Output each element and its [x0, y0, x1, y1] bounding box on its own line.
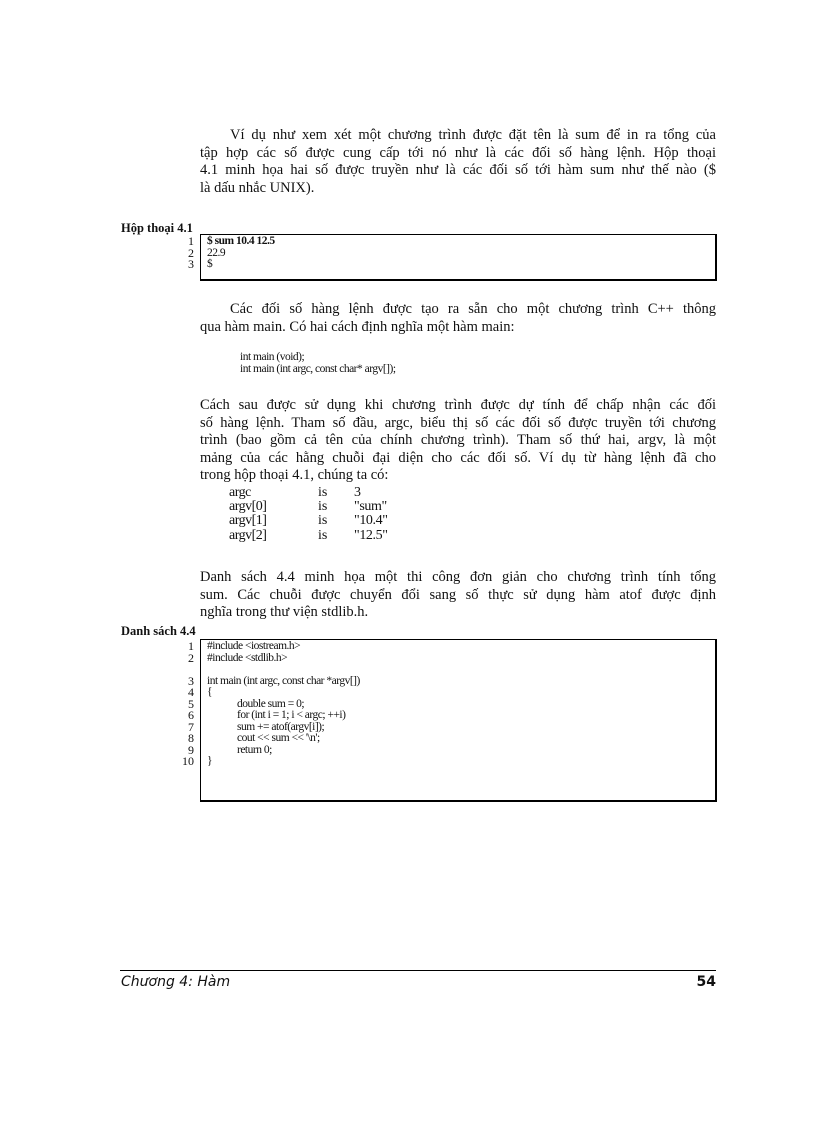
code-line: return 0;	[237, 743, 272, 756]
text-line: số hàng lệnh. Tham số đầu, argc, biểu thị số các đối số được truyền tới chương	[200, 414, 716, 431]
text-line: Các đối số hàng lệnh được tạo ra sẵn cho một chương trình C++ thông	[230, 301, 716, 317]
argv-is: is	[318, 527, 328, 543]
text-line: Cách sau được sử dụng khi chương trình được dự tính để chấp nhận các đối	[200, 397, 716, 413]
dialog-line: 22.9	[207, 246, 226, 259]
line-number: 9	[188, 742, 194, 757]
text-line: Danh sách 4.4 minh họa một thi công đơn giản cho chương trình tính tổng	[200, 569, 716, 585]
argv-row	[229, 529, 529, 543]
line-number: 1	[188, 639, 194, 653]
code-line: for (int i = 1; i < argc; ++i)	[237, 709, 346, 721]
text-line: qua hàm main. Có hai cách định nghĩa một hàm main:	[200, 318, 515, 335]
page-number: 54	[696, 974, 716, 990]
dialog-box	[200, 234, 717, 281]
code-line: int main (void);	[240, 351, 305, 363]
line-number: 1	[188, 234, 194, 248]
argv-is: is	[318, 499, 328, 515]
text-line: nghĩa trong thư viện stdlib.h.	[200, 604, 369, 621]
argv-name: argv[2]	[229, 527, 267, 543]
argv-row	[229, 500, 529, 514]
footer-chapter: Chương 4: Hàm	[121, 974, 231, 990]
code-line: #include <stdlib.h>	[207, 651, 288, 664]
line-number: 8	[188, 731, 194, 745]
code-line: #include <iostream.h>	[207, 640, 301, 652]
dialog-content	[207, 236, 275, 271]
code-line: }	[207, 755, 213, 767]
line-number: 6	[188, 708, 194, 722]
line-number: 3	[188, 257, 194, 271]
text-line: trình (bao gồm cả tên của chính chương trình). Tham số thứ hai, argv, là một	[200, 432, 716, 449]
argv-name: argv[0]	[229, 499, 267, 515]
line-number: 10	[182, 754, 194, 768]
text-line: tập hợp các số được cung cấp tới nó như là các đối số hàng lệnh. Hộp thoại	[200, 144, 716, 161]
paragraph-listing-intro	[200, 569, 716, 622]
argv-row	[229, 514, 529, 528]
argv-name: argc	[229, 485, 251, 500]
line-number: 4	[188, 685, 194, 699]
argv-is: is	[318, 485, 328, 500]
listing-label: Danh sách 4.4	[121, 624, 196, 638]
listing-content	[207, 641, 360, 768]
line-number: 5	[188, 696, 194, 711]
paragraph-main-definitions	[200, 301, 716, 336]
intro-paragraph	[200, 127, 716, 197]
text-line: Ví dụ như xem xét một chương trình được đặt tên là sum để in ra tổng của	[230, 127, 716, 143]
code-line: cout << sum << '\n';	[237, 732, 320, 744]
code-line: double sum = 0;	[237, 697, 305, 710]
code-line: {	[207, 686, 213, 698]
dialog-line: $ sum 10.4 12.5	[207, 235, 275, 247]
listing-line-numbers	[150, 641, 194, 768]
code-line: sum += atof(argv[i]);	[237, 720, 325, 733]
footer-rule	[120, 970, 716, 971]
text-line: sum. Các chuỗi được chuyển đổi sang số thực sử dụng hàm atof được định	[200, 586, 716, 603]
line-number: 7	[188, 719, 194, 734]
code-line: int main (int argc, const char *argv[])	[207, 674, 360, 687]
dialog-label: Hộp thoại 4.1	[121, 221, 193, 235]
line-number: 2	[188, 650, 194, 665]
argv-row	[229, 486, 529, 500]
argv-value: "10.4"	[354, 513, 388, 529]
argv-value: "sum"	[354, 499, 387, 515]
argv-table	[229, 486, 529, 543]
text-line: mảng của các hằng chuỗi đại diện cho các đối số. Ví dụ từ hàng lệnh đã cho	[200, 449, 716, 466]
dialog-line: $	[207, 258, 213, 270]
line-number: 3	[188, 673, 194, 688]
text-line: trong hộp thoại 4.1, chúng ta có:	[200, 467, 389, 484]
text-line: là dấu nhắc UNIX).	[200, 179, 315, 196]
dialog-line-numbers	[150, 236, 194, 271]
paragraph-argc-argv	[200, 397, 716, 485]
line-number: 2	[188, 245, 194, 260]
main-signatures	[240, 352, 396, 375]
argv-value: 3	[354, 485, 361, 500]
argv-name: argv[1]	[229, 513, 267, 529]
code-line: int main (int argc, const char* argv[]);	[240, 362, 396, 375]
argv-is: is	[318, 513, 328, 529]
text-line: 4.1 minh họa hai số được truyền như là các đối số tới hàm sum như thế nào ($	[200, 162, 716, 179]
argv-value: "12.5"	[354, 527, 388, 543]
